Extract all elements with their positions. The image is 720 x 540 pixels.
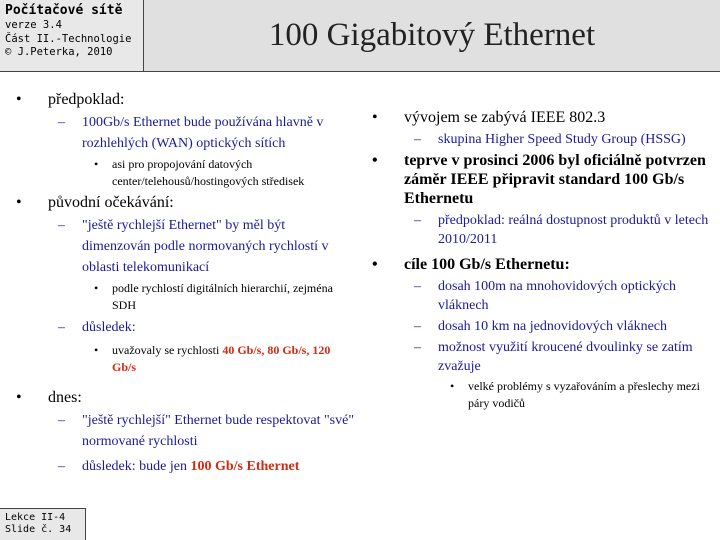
version-label: verze 3.4 [5, 19, 62, 31]
course-name: Počítačové sítě [5, 3, 123, 18]
considered-speeds-prefix: uvažovaly se rychlosti [112, 343, 223, 357]
sub-bullet-consequence: – důsledek: [16, 317, 356, 338]
result-prefix: důsledek: bude jen [82, 459, 191, 474]
sub-bullet-availability: – předpoklad: reálná dostupnost produktů v letech 2010/2011 [372, 211, 712, 249]
course-info-box [0, 0, 144, 72]
sub-bullet-singlemode: – dosah 10 km na jednovidových vláknech [372, 317, 712, 336]
note-sdh: • podle rychlostí digitálních hierarchií, zejména SDH [16, 280, 356, 314]
note-datacenters: • asi pro propojování datových center/telehousů/hostingových středisek [16, 156, 356, 190]
copyright-label: © J.Peterka, 2010 [5, 46, 113, 58]
result-highlight: 100 Gb/s Ethernet [190, 459, 300, 474]
bullet-goals: • cíle 100 Gb/s Ethernetu: [372, 255, 712, 274]
sub-bullet-multimode: – dosah 100m na mnohovidových optických vláknech [372, 277, 712, 315]
note-considered-speeds [16, 342, 356, 376]
slide-info-box [0, 508, 86, 540]
considered-speeds-values: 40 Gb/s, 80 Gb/s, 120 Gb/s [112, 343, 331, 374]
left-column [16, 90, 356, 479]
slide-title: 100 Gigabitový Ethernet [144, 0, 720, 72]
bullet-original-expectation: • původní očekávání: [16, 193, 356, 212]
note-crosstalk: • velké problémy s vyzařováním a přeslechy mezi páry vodičů [372, 378, 712, 412]
part-label: Část II.-Technologie [5, 32, 132, 45]
sub-bullet-result [16, 456, 356, 477]
sub-bullet-twisted-pair: – možnost využití kroucené dvoulinky se zatím zvažuje [372, 338, 712, 376]
bullet-assumption: • předpoklad: [16, 90, 356, 109]
slide-number: Slide č. 34 [5, 524, 72, 535]
sub-bullet-telecom-speeds: – "ještě rychlejší Ethernet" by měl být dimenzován podle normovaných rychlostí v oblasti telekomunikací [16, 215, 356, 278]
bullet-today: • dnes: [16, 388, 356, 407]
sub-bullet-own-speeds: – "ještě rychlejší" Ethernet bude respektovat "své" normované rychlosti [16, 410, 356, 452]
lesson-label: Lekce II-4 [5, 512, 66, 523]
bullet-confirmed-2006: • teprve v prosinci 2006 byl oficiálně potvrzen záměr IEEE připravit standard 100 Gb/s Ethernetu [372, 151, 712, 208]
right-column [372, 108, 712, 415]
sub-bullet-wan-usage: – 100Gb/s Ethernet bude používána hlavně v rozhlehlých (WAN) optických sítích [16, 112, 356, 154]
sub-bullet-hssg: – skupina Higher Speed Study Group (HSSG) [372, 130, 712, 149]
bullet-ieee: • vývojem se zabývá IEEE 802.3 [372, 108, 712, 127]
